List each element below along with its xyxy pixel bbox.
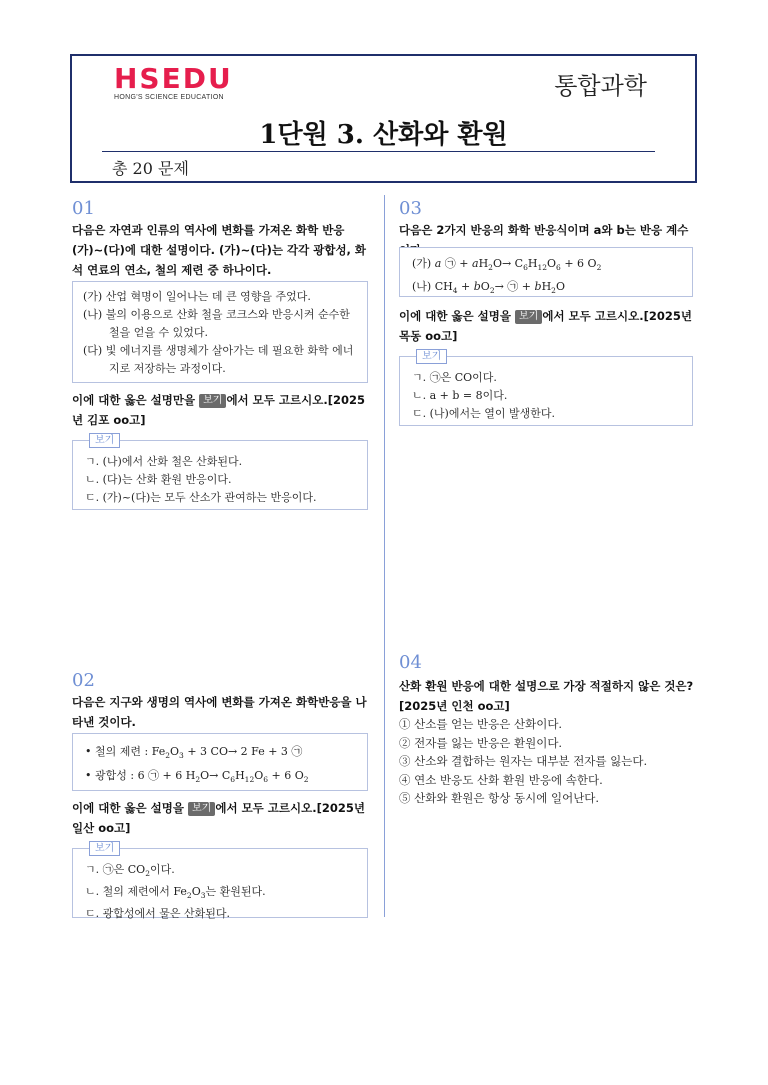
choice-5[interactable]: ⑤ 산화와 환원은 항상 동시에 일어난다. bbox=[399, 791, 600, 805]
question-4-number: 04 bbox=[399, 652, 422, 673]
statement-na-cont: 철을 얻을 수 있었다. bbox=[109, 326, 208, 339]
ask-pre: 이에 대한 옳은 설명을 bbox=[399, 309, 511, 323]
question-1-number: 01 bbox=[72, 198, 95, 219]
option-giyeok: ㄱ. ㉠은 CO이다. bbox=[412, 371, 497, 384]
header-box bbox=[70, 54, 697, 183]
statement-da-cont: 지로 저장하는 과정이다. bbox=[109, 362, 226, 375]
statement-da: (다) 빛 에너지를 생명체가 살아가는 데 필요한 화학 에너 bbox=[83, 344, 354, 357]
eq2-label: • 광합성 : bbox=[85, 769, 138, 783]
question-1-bogi-box bbox=[72, 435, 368, 510]
bogi-tag: 보기 bbox=[188, 802, 215, 816]
question-2-text: 다음은 지구와 생명의 역사에 변화를 가져온 화학반응을 나타낸 것이다. bbox=[72, 695, 367, 729]
question-3-bogi-box bbox=[399, 351, 693, 426]
option-nieun: ㄴ. a + b = 8이다. bbox=[412, 389, 508, 402]
question-4-text: 산화 환원 반응에 대한 설명으로 가장 적절하지 않은 것은?[2025년 인천 oo고] bbox=[399, 679, 694, 713]
statement-ga: (가) 산업 혁명이 일어나는 데 큰 영향을 주었다. bbox=[83, 290, 311, 303]
ask-pre: 이에 대한 옳은 설명을 bbox=[72, 801, 184, 815]
question-1-ask bbox=[72, 390, 370, 430]
equation-photosynthesis: • 광합성 : 6 ㉠ + 6 $H_2O\to C_6H_{12}O_6 + 6$ $O_2$ bbox=[85, 769, 309, 785]
question-3-ask bbox=[399, 306, 697, 346]
option-digeut: ㄷ. (나)에서는 열이 발생한다. bbox=[412, 407, 555, 420]
question-1-statement-box bbox=[72, 281, 368, 383]
option-giyeok: ㄱ. (나)에서 산화 철은 산화된다. bbox=[85, 455, 243, 468]
reaction-na: (나) $CH_4 + bO_2\to$ ㉠ + $bH_2O$ bbox=[412, 280, 565, 296]
ask-post: 에서 모두 고르시오.[2025년 목동 oo고] bbox=[399, 309, 692, 343]
question-3-text: 다음은 2가지 반응의 화학 반응식이며 a와 b는 반응 계수 bbox=[399, 223, 689, 237]
question-4-choices bbox=[399, 715, 697, 808]
bogi-label: 보기 bbox=[416, 349, 447, 364]
question-3-number: 03 bbox=[399, 198, 422, 219]
option-digeut: ㄷ. 광합성에서 물은 산화된다. bbox=[85, 907, 230, 921]
ask-pre: 이에 대한 옳은 설명만을 bbox=[72, 393, 196, 407]
logo-text: HSEDU bbox=[114, 62, 233, 95]
statement-na: (나) 불의 이용으로 산화 철을 코크스와 반응시켜 순수한 bbox=[83, 308, 350, 321]
bogi-label: 보기 bbox=[89, 841, 120, 856]
option-nieun: ㄴ. (다)는 산화 환원 반응이다. bbox=[85, 473, 232, 486]
question-2-equation-box bbox=[72, 733, 368, 791]
choice-3[interactable]: ③ 산소와 결합하는 원자는 대부분 전자를 잃는다. bbox=[399, 754, 648, 768]
option-nieun: ㄴ. 철의 제련에서 $Fe_2O_3$는 환원된다. bbox=[85, 885, 266, 901]
bogi-tag: 보기 bbox=[515, 310, 542, 324]
reaction-ga: (가) a ㉠ + $aH_2O\to C_6H_{12}O_6 + 6$ $O_2$ bbox=[412, 257, 602, 273]
reaction-na-label: (나) bbox=[412, 280, 435, 294]
question-2-ask bbox=[72, 798, 370, 838]
ask-post: 에서 모두 고르시오.[2025년 김포 oo고] bbox=[72, 393, 365, 427]
question-2-bogi-box bbox=[72, 843, 368, 921]
question-3-equation-box bbox=[399, 247, 693, 297]
title-rule bbox=[102, 151, 655, 152]
choice-2[interactable]: ② 전자를 잃는 반응은 환원이다. bbox=[399, 735, 563, 750]
subject-title: 통합과학 bbox=[554, 72, 647, 100]
equation-iron-smelting: • 철의 제련 : $Fe_2O_3 + 3$ CO→ 2 Fe + 3 ㉠ bbox=[85, 745, 303, 761]
bogi-tag: 보기 bbox=[199, 394, 226, 408]
bogi-label: 보기 bbox=[89, 433, 120, 448]
option-giyeok: ㄱ. ㉠은 $CO_2$이다. bbox=[85, 863, 175, 879]
option-digeut: ㄷ. (가)~(다)는 모두 산소가 관여하는 반응이다. bbox=[85, 491, 317, 504]
question-count: 총 20 문제 bbox=[112, 159, 189, 178]
question-2-number: 02 bbox=[72, 670, 95, 691]
logo-subtitle: HONG'S SCIENCE EDUCATION bbox=[114, 94, 224, 101]
unit-title: 1단원 3. 산화와 환원 bbox=[259, 120, 508, 150]
question-1-text: 다음은 자연과 인류의 역사에 변화를 가져온 화학 반응 (가)~(다)에 대한 설명이다. (가)~(다)는 각각 광합성, 화석 연료의 연소, 철의 제련 중 하나이다. bbox=[72, 223, 367, 277]
logo bbox=[114, 64, 233, 101]
column-divider bbox=[384, 195, 385, 917]
reaction-ga-label: (가) bbox=[412, 257, 435, 270]
eq1-label: • 철의 제련 : bbox=[85, 745, 152, 758]
choice-4[interactable]: ④ 연소 반응도 산화 환원 반응에 속한다. bbox=[399, 772, 603, 787]
choice-1[interactable]: ① 산소를 얻는 반응은 산화이다. bbox=[399, 717, 563, 731]
ask-post: 에서 모두 고르시오.[2025년 일산 oo고] bbox=[72, 801, 365, 835]
